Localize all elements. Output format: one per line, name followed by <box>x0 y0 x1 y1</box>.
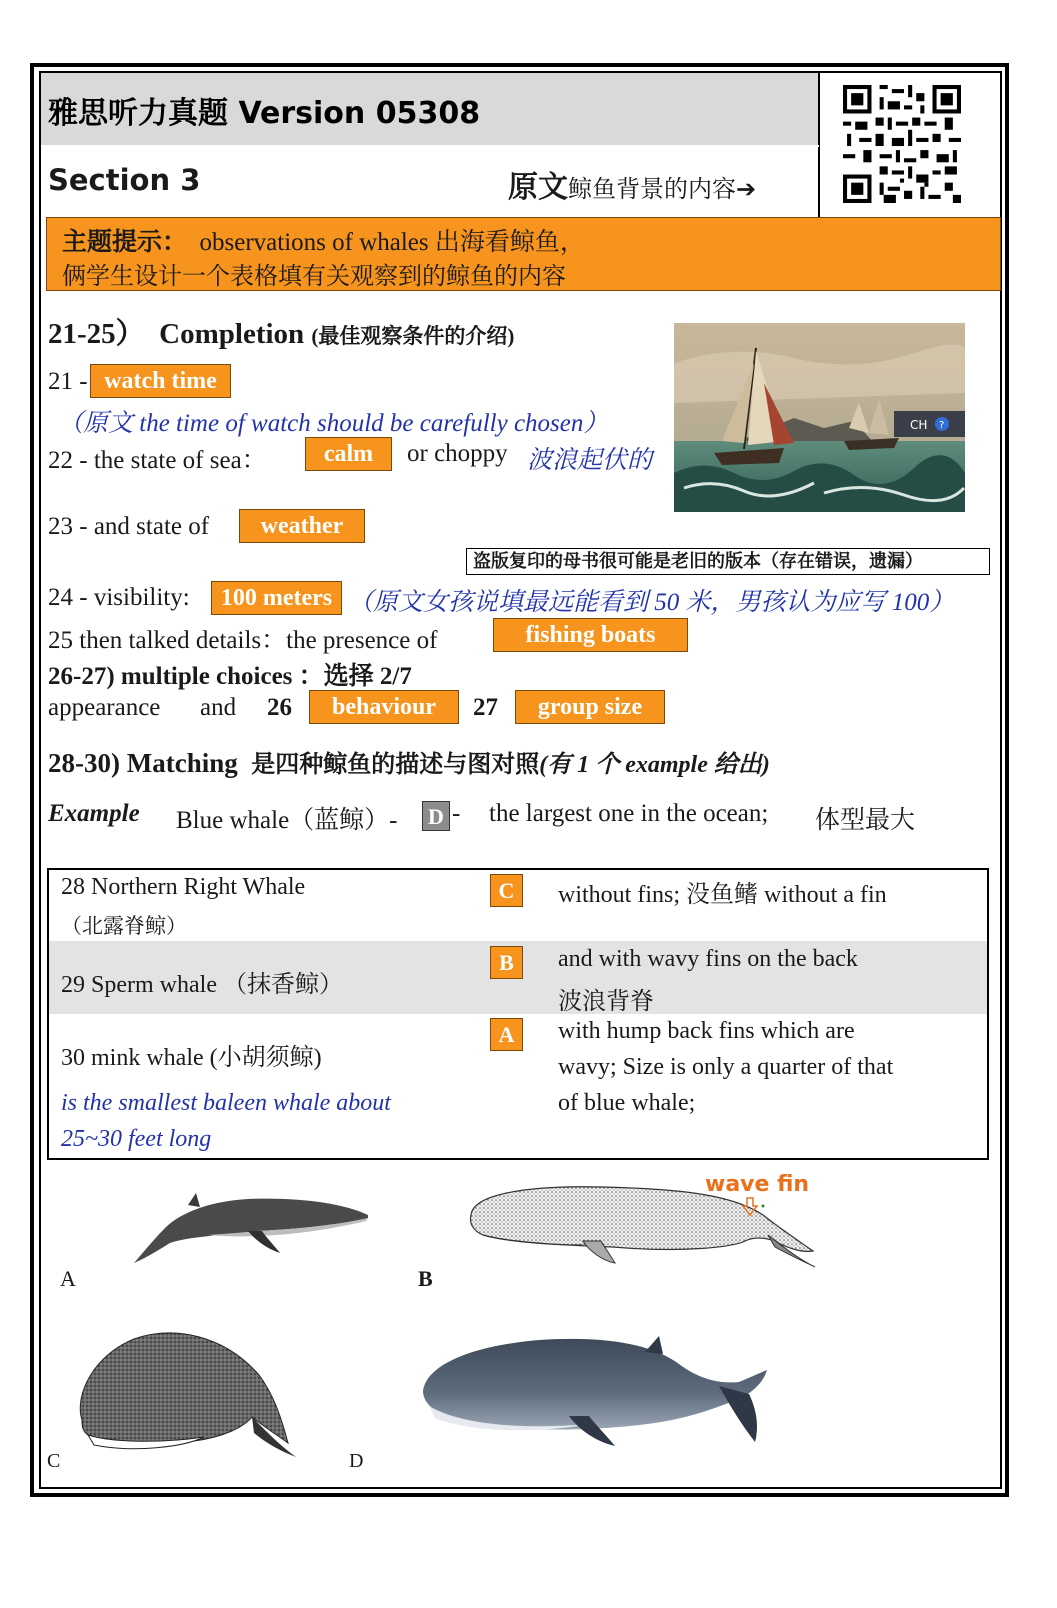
row30-desc-3: of blue whale; <box>558 1090 696 1116</box>
mink-note-2: 25~30 feet long <box>61 1126 212 1152</box>
example-dash: - <box>452 800 461 827</box>
transcript-label: 原文 <box>508 171 568 204</box>
example-cn: 体型最大 <box>815 807 916 834</box>
q23-answer: weather <box>239 509 365 543</box>
q22-mid: or choppy <box>407 440 508 467</box>
q21-answer: watch time <box>90 364 231 398</box>
label-a: A <box>60 1266 76 1291</box>
example-whale: Blue whale（蓝鲸）- <box>176 807 398 834</box>
painting-badge: CH <box>910 418 928 432</box>
choices-heading: 26-27) multiple choices ：选择 2/7 <box>48 663 412 690</box>
row28-desc: without fins; 没鱼鳍 without a fin <box>558 882 887 908</box>
transcript-link[interactable] <box>508 162 756 206</box>
completion-word: Completion <box>159 318 305 350</box>
row29-desc-2: 波浪背脊 <box>558 989 654 1015</box>
matching-heading <box>48 744 770 779</box>
q22-answer: calm <box>305 437 392 471</box>
label-d: D <box>349 1450 364 1472</box>
q27-number: 27 <box>473 694 498 721</box>
q25-answer: fishing boats <box>493 618 688 652</box>
topic-text: observations of whales 出海看鲸鱼， <box>199 229 585 256</box>
q25-prefix: 25 then talked details：the presence of <box>48 627 438 654</box>
q21-note: （原文 the time of watch should be carefully chosen） <box>58 410 609 437</box>
topic-line-2: 俩学生设计一个表格填有关观察到的鲸鱼的内容 <box>62 264 566 290</box>
row28-letter: C <box>490 874 523 907</box>
q23-prefix: 23 - and state of <box>48 513 210 540</box>
page-title: 雅思听力真题 Version 05308 <box>48 96 481 131</box>
q22-note: 波浪起伏的 <box>527 447 653 474</box>
row29-name: 29 Sperm whale （抹香鲸） <box>61 972 343 998</box>
matching-cn: 是四种鲸鱼的描述与图对照 <box>251 752 540 778</box>
q24-answer: 100 meters <box>211 581 342 615</box>
wave-fin-label: wave fin <box>705 1172 810 1197</box>
edition-notice: 盗版复印的母书很可能是老旧的版本（存在错误，遗漏） <box>466 548 990 575</box>
label-c: C <box>47 1450 61 1472</box>
whale-c-image <box>74 1325 300 1465</box>
whale-d-image <box>419 1324 779 1454</box>
q21-prefix: 21 - <box>48 368 88 395</box>
completion-heading <box>48 311 514 352</box>
row30-name: 30 mink whale (小胡须鲸) <box>61 1045 322 1071</box>
q24-note: （原文女孩说填最远能看到 50 米，男孩认为应写 100） <box>348 589 955 616</box>
q24-prefix: 24 - visibility: <box>48 584 190 611</box>
q27-answer: group size <box>515 690 665 724</box>
choices-and: and <box>200 694 237 721</box>
matching-note: (有 1 个 example 给出) <box>539 752 770 778</box>
completion-range: 21-25） <box>48 318 145 350</box>
example-letter: D <box>422 801 450 831</box>
mink-note-1: is the smallest baleen whale about <box>61 1090 391 1116</box>
q26-number: 26 <box>267 694 292 721</box>
row30-desc-2: wavy; Size is only a quarter of that <box>558 1054 894 1080</box>
example-desc: the largest one in the ocean; <box>489 800 769 827</box>
completion-note: (最佳观察条件的介绍) <box>311 324 515 348</box>
row29-desc-1: and with wavy fins on the back <box>558 946 858 972</box>
label-b: B <box>418 1266 433 1291</box>
arrow-down-icon <box>741 1196 771 1218</box>
q22-prefix: 22 - the state of sea： <box>48 447 267 474</box>
row29-letter: B <box>490 946 523 979</box>
header-gap <box>41 145 819 147</box>
row30-letter: A <box>490 1018 523 1051</box>
svg-text:?: ? <box>939 420 945 431</box>
topic-line-1 <box>62 222 585 258</box>
row28-name: 28 Northern Right Whale <box>61 874 306 900</box>
row30-desc-1: with hump back fins which are <box>558 1018 855 1044</box>
section-title: Section 3 <box>48 163 201 197</box>
transcript-sub: 鲸鱼背景的内容➔ <box>568 177 757 203</box>
whale-a-image <box>128 1185 374 1275</box>
choices-appearance: appearance <box>48 694 161 721</box>
q26-answer: behaviour <box>309 690 459 724</box>
example-label: Example <box>48 800 140 827</box>
row28-cn: （北露脊鲸） <box>61 914 187 938</box>
matching-range: 28-30) Matching <box>48 748 238 778</box>
topic-label: 主题提示： <box>62 229 188 256</box>
ship-painting-image <box>674 323 965 512</box>
qr-code-icon[interactable] <box>843 85 961 203</box>
